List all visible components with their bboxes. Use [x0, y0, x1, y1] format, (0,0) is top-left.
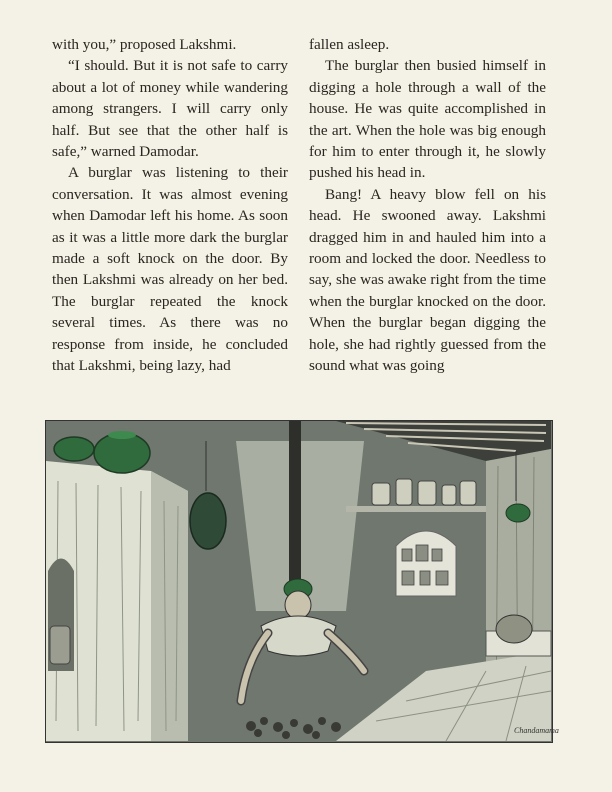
right-text-column [309, 34, 546, 377]
paragraph: with you,” proposed Lakshmi. [52, 36, 237, 53]
paragraph: Bang! A heavy blow fell on his head. He swooned away. Lakshmi dragged him in and hauled him into a room and locked the door. Needless to say, she was awake right from the time when the burglar knocked on the door. When the burglar began digging the hole, she had rightly guessed from the sound what was going [309, 185, 546, 375]
burglar-illustration [45, 420, 559, 743]
artist-signature: Chandamama [514, 726, 559, 735]
illustration-drawing [46, 421, 559, 741]
paragraph: fallen asleep. [309, 36, 390, 53]
left-text-column [52, 34, 288, 377]
paragraph: “I should. But it is not safe to carry about a lot of money while wandering among strangers. I will carry only half. But see that the other half is safe,” warned Damodar. [52, 57, 288, 161]
paragraph: The burglar then busied himself in digging a hole through a wall of the house. He was quite accomplished in the art. When the hole was big enough for him to enter through it, he slowly pushed his head in. [309, 57, 546, 182]
paragraph: A burglar was listening to their conversation. It was almost evening when Damodar left his home. As soon as it was a little more dark the burglar made a soft knock on the door. By then Lakshmi was already on her bed. The burglar repeated the knock several times. As there was no response from inside, he concluded that Lakshmi, being lazy, had [52, 164, 288, 375]
